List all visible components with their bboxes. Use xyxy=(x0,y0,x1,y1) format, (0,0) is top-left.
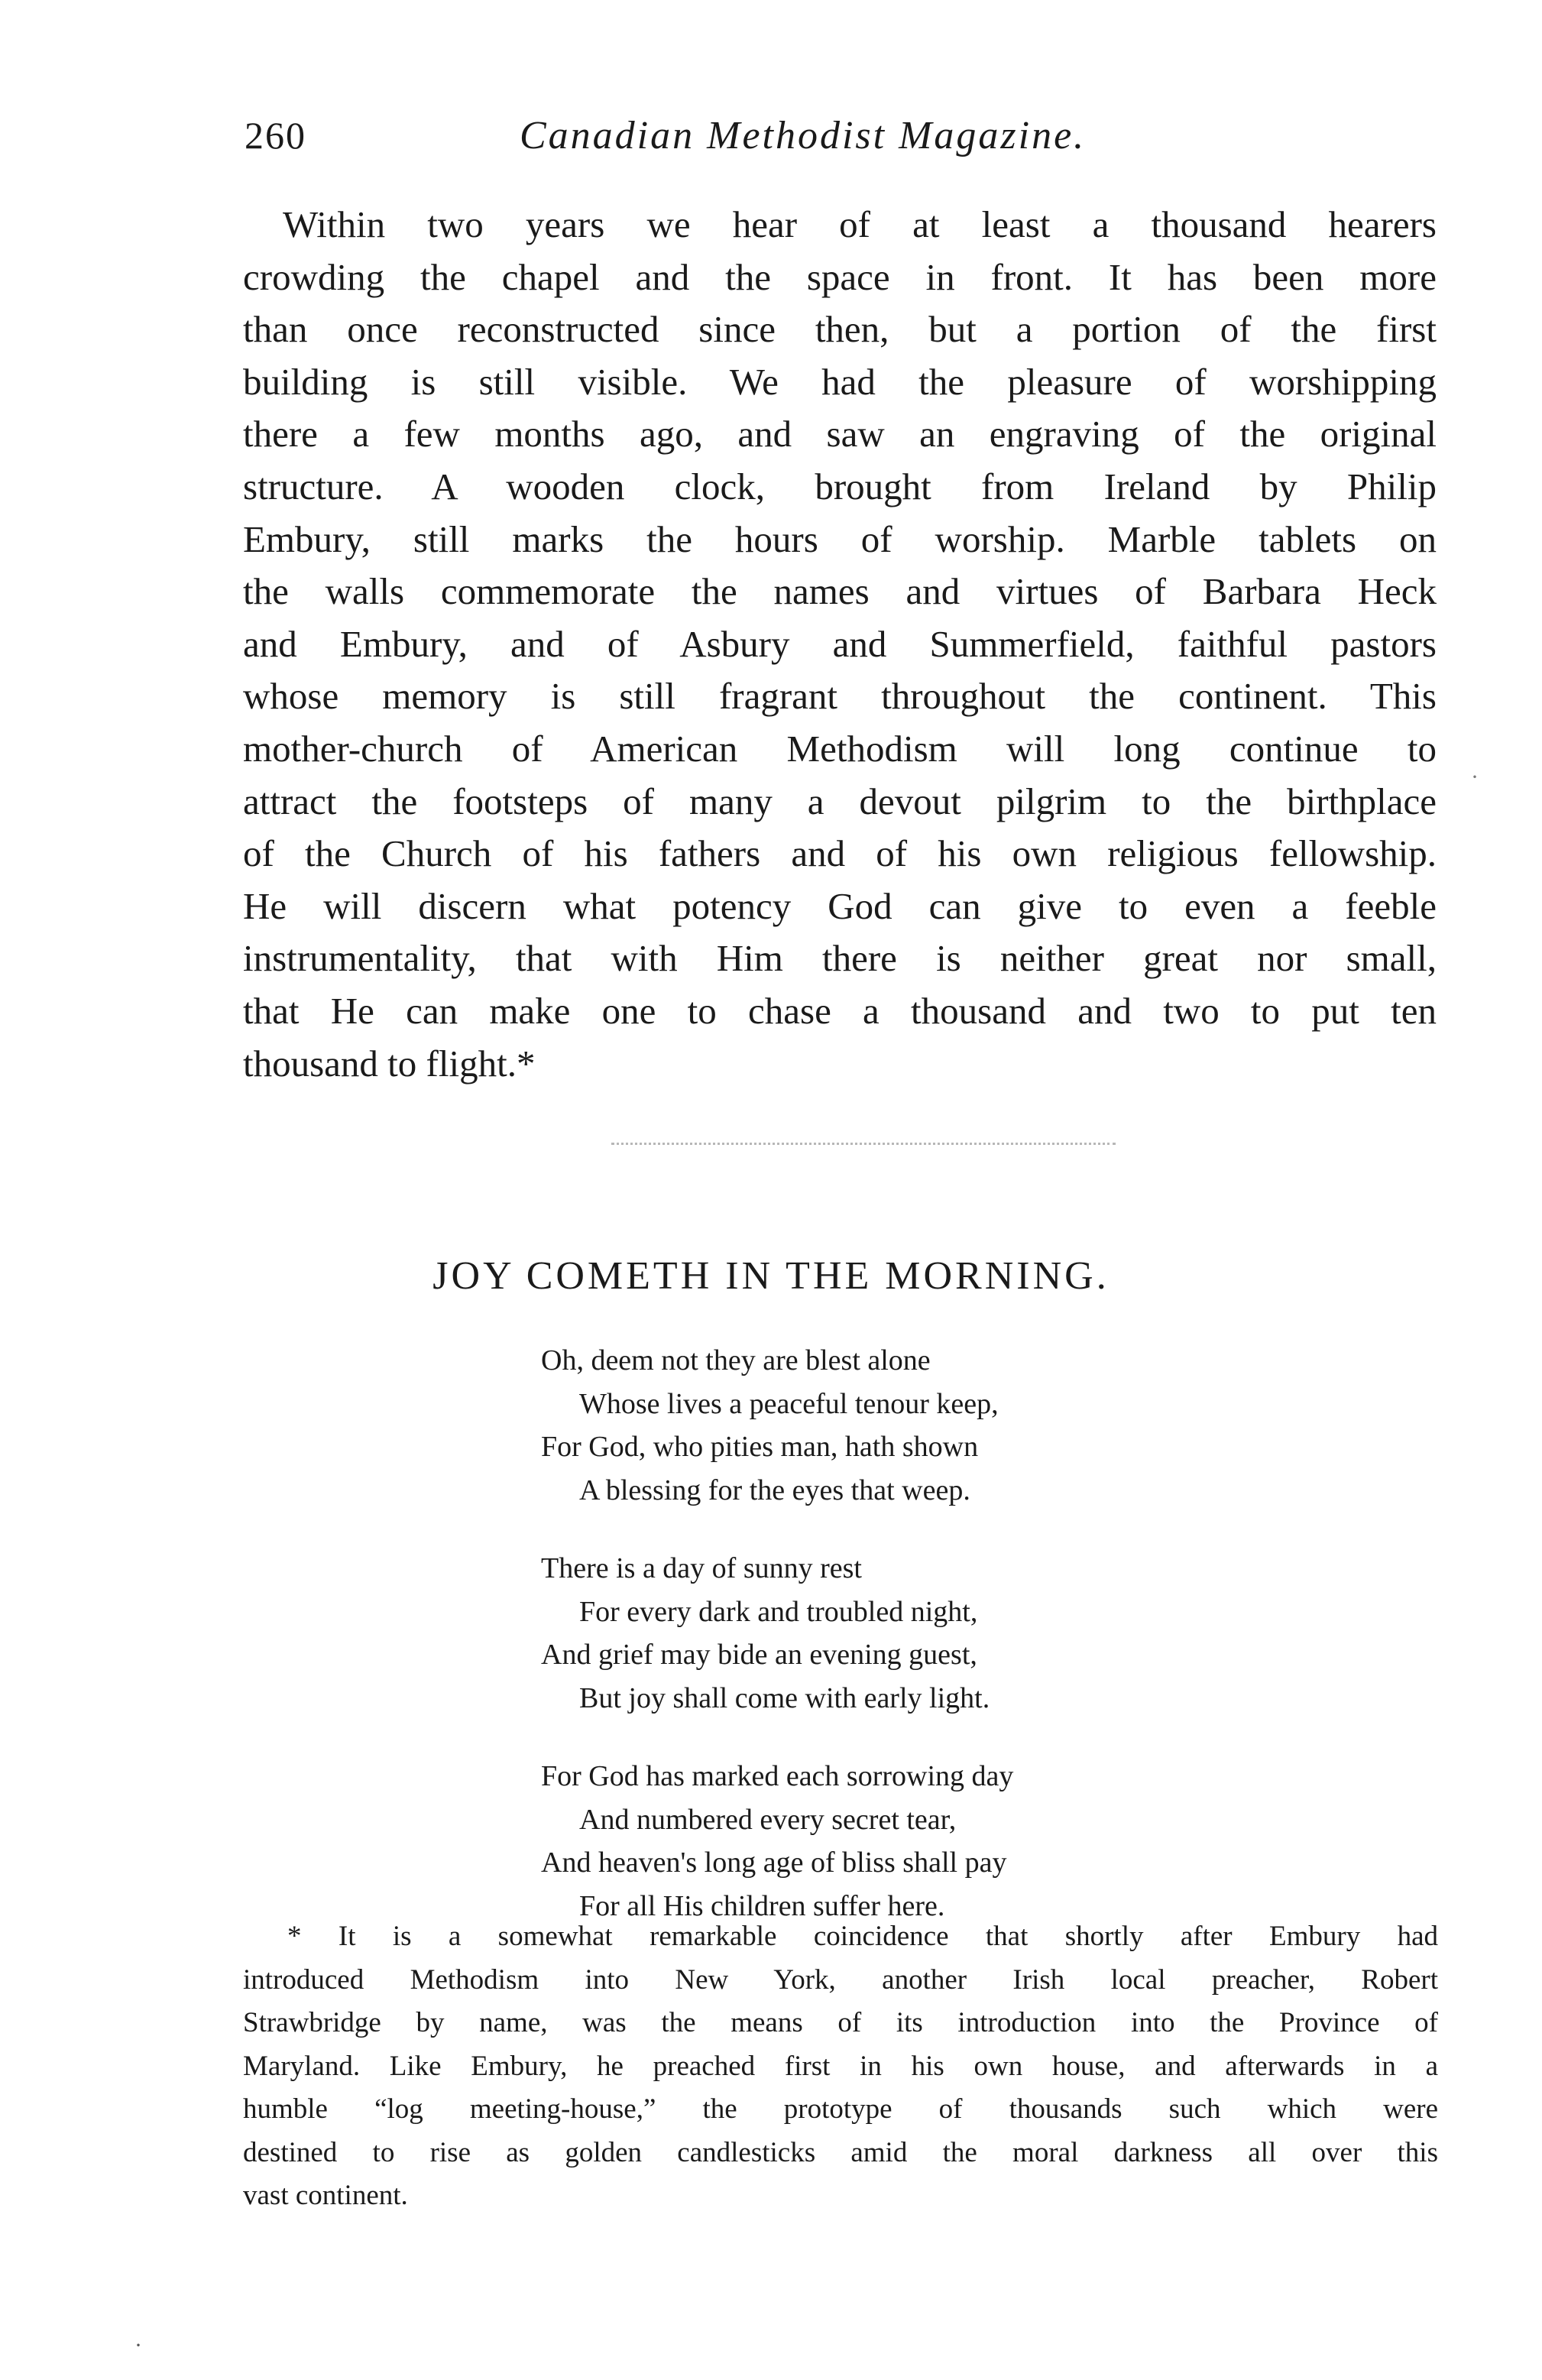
poem-stanza xyxy=(541,1339,1229,1512)
footnote-line: humble “log meeting-house,” the prototype of thousands such which were xyxy=(243,2093,1438,2125)
body-line: structure. A wooden clock, brought from Ireland by Philip xyxy=(243,465,1437,507)
body-line: mother-church of American Methodism will long continue to xyxy=(243,727,1437,770)
body-line: and Embury, and of Asbury and Summerfield, faithful pastors xyxy=(243,622,1437,665)
section-divider xyxy=(611,1143,1116,1160)
page-number: 260 xyxy=(245,114,306,157)
poem-line: For God, who pities man, hath shown xyxy=(541,1431,979,1463)
footnote-line: Maryland. Like Embury, he preached first in his own house, and afterwards in a xyxy=(243,2050,1438,2082)
footnote-line: introduced Methodism into New York, another Irish local preacher, Robert xyxy=(243,1963,1438,1996)
footnote-line: Strawbridge by name, was the means of its introduction into the Province of xyxy=(243,2007,1438,2038)
poem-line: And heaven's long age of bliss shall pay xyxy=(541,1847,1007,1879)
poem-line: For all His children suffer here. xyxy=(579,1889,945,1922)
body-line: there a few months ago, and saw an engraving of the original xyxy=(243,413,1437,456)
footnote-line: * It is a somewhat remarkable coincidence that shortly after Embury had xyxy=(287,1921,1438,1952)
poem-line: But joy shall come with early light. xyxy=(579,1681,990,1714)
body-line: than once reconstructed since then, but a portion of the first xyxy=(243,308,1437,351)
body-line: attract the footsteps of many a devout pilgrim to the birthplace xyxy=(243,780,1437,822)
body-line: thousand to flight.* xyxy=(243,1042,536,1085)
body-line: crowding the chapel and the space in front. It has been more xyxy=(243,255,1437,298)
poem-line: And grief may bide an evening guest, xyxy=(541,1639,977,1671)
footnote xyxy=(243,1915,1438,2218)
body-paragraph xyxy=(243,199,1437,1090)
body-line: whose memory is still fragrant throughout the continent. This xyxy=(243,675,1437,718)
poem-title: JOY COMETH IN THE MORNING. xyxy=(432,1254,1110,1298)
running-title: Canadian Methodist Magazine. xyxy=(520,114,1087,157)
poem-stanza xyxy=(541,1755,1229,1928)
poem xyxy=(541,1339,1229,1963)
body-line: of the Church of his fathers and of his own religious fellowship. xyxy=(243,832,1437,875)
footnote-line: destined to rise as golden candlesticks amid the moral darkness all over this xyxy=(243,2136,1438,2168)
poem-line: For God has marked each sorrowing day xyxy=(541,1760,1014,1792)
poem-line: Oh, deem not they are blest alone xyxy=(541,1344,931,1376)
stray-dot: · xyxy=(1471,764,1479,790)
body-line: building is still visible. We had the pleasure of worshipping xyxy=(243,360,1437,403)
body-line: Within two years we hear of at least a thousand hearers xyxy=(283,203,1437,245)
page-header xyxy=(245,113,1437,167)
body-line: the walls commemorate the names and virtues of Barbara Heck xyxy=(243,570,1437,613)
body-line: Embury, still marks the hours of worship. Marble tablets on xyxy=(243,517,1437,560)
poem-line: There is a day of sunny rest xyxy=(541,1552,862,1584)
bottom-stray-mark: · xyxy=(134,2333,142,2358)
body-line: instrumentality, that with Him there is neither great nor small, xyxy=(243,937,1437,980)
poem-line: For every dark and troubled night, xyxy=(579,1595,978,1628)
poem-line: A blessing for the eyes that weep. xyxy=(579,1474,970,1506)
footnote-line: vast continent. xyxy=(243,2180,408,2211)
body-line: He will discern what potency God can give to even a feeble xyxy=(243,884,1437,927)
poem-line: And numbered every secret tear, xyxy=(579,1803,957,1836)
poem-stanza xyxy=(541,1547,1229,1720)
body-line: that He can make one to chase a thousand and two to put ten xyxy=(243,989,1437,1032)
poem-line: Whose lives a peaceful tenour keep, xyxy=(579,1387,999,1420)
